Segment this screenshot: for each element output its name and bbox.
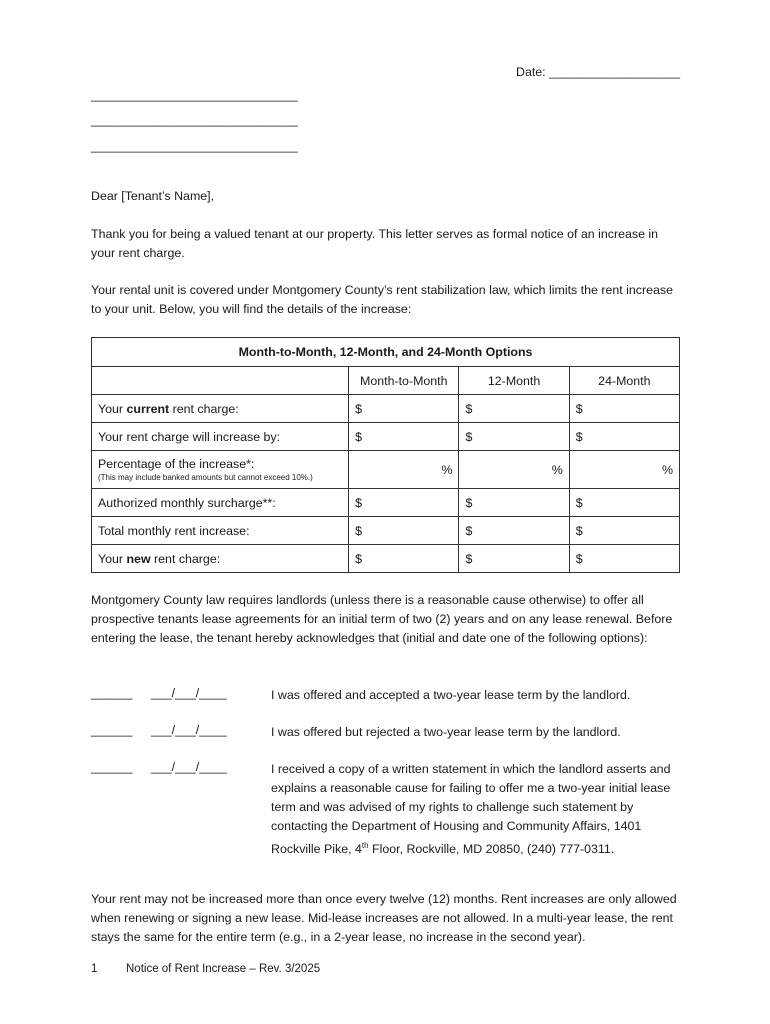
page-number: 1: [91, 963, 98, 975]
current-rent-12m-field[interactable]: $: [459, 395, 569, 423]
label-emphasis: new: [126, 551, 151, 566]
total-increase-12m-field[interactable]: $: [459, 517, 569, 545]
row-label-percentage: [92, 451, 349, 489]
new-rent-mtm-field[interactable]: $: [349, 545, 459, 573]
surcharge-24m-field[interactable]: $: [569, 489, 679, 517]
option-text-part: Floor, Rockville, MD 20850, (240) 777-0311.: [368, 842, 615, 857]
row-label-current-rent: [92, 395, 349, 423]
current-rent-24m-field[interactable]: $: [569, 395, 679, 423]
new-rent-24m-field[interactable]: $: [569, 545, 679, 573]
intro-paragraph: Thank you for being a valued tenant at our property. This letter serves as formal notice of an increase in your rent charge.: [91, 227, 659, 260]
row-label-increase-by: Your rent charge will increase by:: [92, 423, 349, 451]
new-rent-12m-field[interactable]: $: [459, 545, 569, 573]
percentage-label: Percentage of the increase*:: [98, 457, 255, 471]
option-text: I was offered but rejected a two-year lease term by the landlord.: [271, 725, 621, 739]
total-increase-mtm-field[interactable]: $: [349, 517, 459, 545]
date-line: Date: ___________________: [516, 65, 680, 79]
table-header-row: [92, 367, 680, 395]
lease-law-paragraph: Montgomery County law requires landlords (unless there is a reasonable cause otherwise) to offer all prospective tenants lease agreements for an initial term of two (2) years and on any lease renewal. Before entering the lease, the tenant hereby acknowledges that (initial and date one of the following options):: [91, 593, 673, 645]
date-field[interactable]: ___/___/____: [151, 686, 227, 700]
table-row: [92, 423, 680, 451]
surcharge-mtm-field[interactable]: $: [349, 489, 459, 517]
column-12-month: 12-Month: [459, 367, 569, 395]
initial-field[interactable]: ______: [91, 760, 133, 774]
address-line-1: ______________________________: [91, 88, 298, 102]
row-label-new-rent: [92, 545, 349, 573]
surcharge-12m-field[interactable]: $: [459, 489, 569, 517]
total-increase-24m-field[interactable]: $: [569, 517, 679, 545]
increase-frequency-paragraph: Your rent may not be increased more than once every twelve (12) months. Rent increases are only allowed when renewing or signing a new lease. Mid-lease increases are not allowed. In a multi-year lease, the rent stays the same for the entire term (e.g., in a 2-year lease, no increase in the second year).: [91, 892, 677, 944]
label-part: rent charge:: [150, 551, 221, 566]
date-field[interactable]: ___/___/____: [151, 723, 227, 737]
address-line-3: ______________________________: [91, 139, 298, 153]
percentage-note: (This may include banked amounts but cannot exceed 10%.): [98, 473, 313, 482]
current-rent-mtm-field[interactable]: $: [349, 395, 459, 423]
date-field[interactable]: ___/___/____: [151, 760, 227, 774]
stabilization-paragraph: Your rental unit is covered under Montgomery County’s rent stabilization law, which limits the rent increase to your unit. Below, you will find the details of the increase:: [91, 283, 673, 316]
initial-field[interactable]: ______: [91, 686, 133, 700]
table-title-row: [92, 338, 680, 367]
table-row: [92, 451, 680, 489]
label-part: rent charge:: [169, 401, 239, 416]
table-row: [92, 395, 680, 423]
table-row: [92, 517, 680, 545]
percentage-12m-field[interactable]: %: [459, 451, 569, 489]
rent-increase-table: [91, 337, 680, 573]
percentage-mtm-field[interactable]: %: [349, 451, 459, 489]
column-24-month: 24-Month: [569, 367, 679, 395]
label-part: Your: [98, 401, 127, 416]
table-title: Month-to-Month, 12-Month, and 24-Month Options: [92, 338, 680, 367]
option-text: [271, 760, 681, 859]
address-line-2: ______________________________: [91, 113, 298, 127]
table-row: [92, 545, 680, 573]
header-blank-cell: [92, 367, 349, 395]
increase-by-12m-field[interactable]: $: [459, 423, 569, 451]
salutation: Dear [Tenant’s Name],: [91, 189, 215, 203]
column-month-to-month: Month-to-Month: [349, 367, 459, 395]
table-row: [92, 489, 680, 517]
ordinal-suffix: th: [361, 841, 369, 850]
increase-by-mtm-field[interactable]: $: [349, 423, 459, 451]
option-text: I was offered and accepted a two-year lease term by the landlord.: [271, 688, 631, 702]
increase-by-24m-field[interactable]: $: [569, 423, 679, 451]
row-label-total-increase: Total monthly rent increase:: [92, 517, 349, 545]
label-emphasis: current: [126, 401, 170, 416]
footer-text: Notice of Rent Increase – Rev. 3/2025: [126, 963, 321, 975]
row-label-surcharge: Authorized monthly surcharge**:: [92, 489, 349, 517]
percentage-24m-field[interactable]: %: [569, 451, 679, 489]
option-text-part: I received a copy of a written statement in which the landlord asserts and explains a reasonable cause for failing to offer me a two-year initial lease term and was advised of my rights to challenge such statement by contacting the Department of Housing and Community Affairs, 1401 Rockville Pike, 4: [271, 762, 671, 857]
label-part: Your: [98, 551, 127, 566]
initial-field[interactable]: ______: [91, 723, 133, 737]
